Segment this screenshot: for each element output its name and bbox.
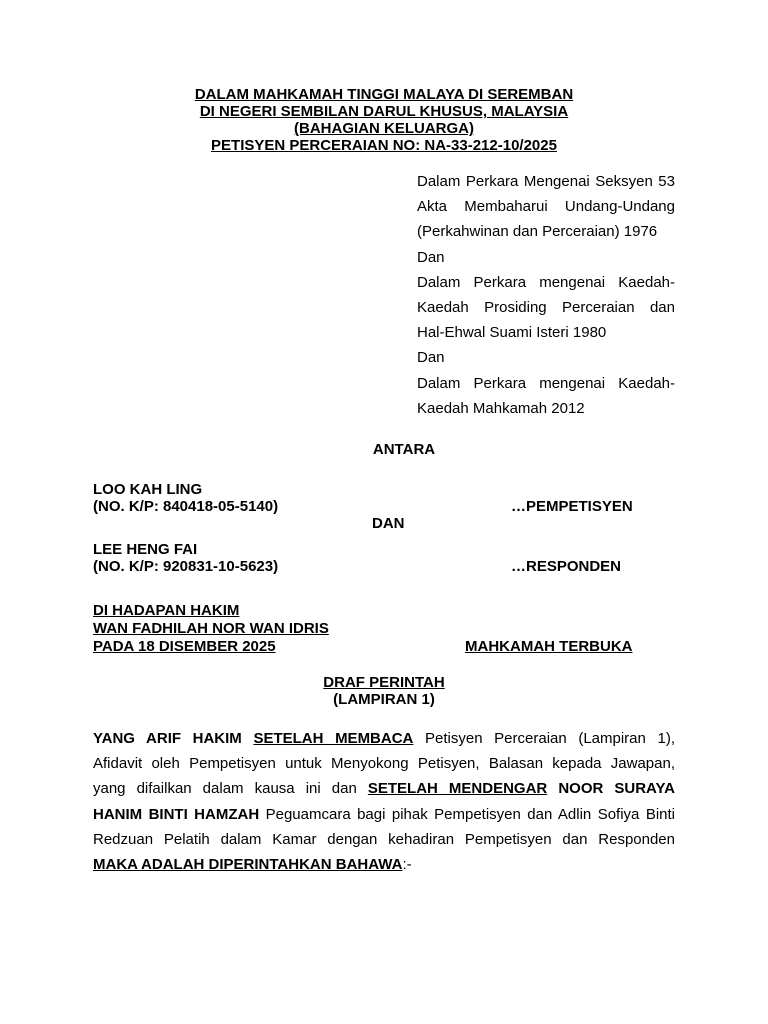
judge-name: WAN FADHILAH NOR WAN IDRIS xyxy=(93,620,329,637)
open-court: MAHKAMAH TERBUKA xyxy=(465,638,633,655)
body-line xyxy=(93,776,675,801)
body-line: Afidavit oleh Pempetisyen untuk Menyokong Petisyen, Balasan kepada Jawapan, xyxy=(93,755,675,773)
matter-line: Dan xyxy=(417,248,445,266)
body-text-segment: Peguamcara bagi pihak Pempetisyen dan Adlin Sofiya Binti xyxy=(265,805,675,823)
matter-line: Dalam Perkara Mengenai Seksyen 53 xyxy=(417,173,675,190)
body-line xyxy=(93,726,675,751)
court-name: DALAM MAHKAMAH TINGGI MALAYA DI SEREMBAN xyxy=(194,86,574,103)
petitioner-role: …PEMPETISYEN xyxy=(511,498,633,515)
body-text-segment: :- xyxy=(402,856,412,874)
respondent-role: …RESPONDEN xyxy=(511,558,622,575)
respondent-ic: (NO. K/P: 920831-10-5623) xyxy=(93,558,279,575)
body-text-segment: Petisyen Perceraian (Lampiran 1), xyxy=(425,730,675,747)
matter-block xyxy=(417,169,675,421)
matter-line: Kaedah Prosiding Perceraian dan xyxy=(417,299,675,317)
matter-line: Akta Membaharui Undang-Undang xyxy=(417,198,675,216)
petition-number: PETISYEN PERCERAIAN NO: NA-33-212-10/2025 xyxy=(211,137,557,154)
body-line xyxy=(93,852,675,877)
petitioner-ic: (NO. K/P: 840418-05-5140) xyxy=(93,498,279,515)
counsel-name-part: HANIM BINTI HAMZAH xyxy=(93,805,260,823)
petitioner-name: LOO KAH LING xyxy=(93,481,203,498)
matter-line: Kaedah Mahkamah 2012 xyxy=(417,399,585,417)
body-line xyxy=(93,802,675,827)
matter-line: Dan xyxy=(417,349,445,367)
matter-line: (Perkahwinan dan Perceraian) 1976 xyxy=(417,223,658,241)
court-division: (BAHAGIAN KELUARGA) xyxy=(294,120,474,137)
order-title-main: DRAF PERINTAH xyxy=(323,674,445,691)
judge-title: YANG ARIF HAKIM xyxy=(93,730,242,747)
respondent-name: LEE HENG FAI xyxy=(93,541,198,558)
matter-line: Dalam Perkara mengenai Kaedah- xyxy=(417,374,675,392)
order-body xyxy=(93,726,675,877)
order-title xyxy=(0,674,768,708)
order-title-sub: (LAMPIRAN 1) xyxy=(333,691,435,708)
matter-line: Hal-Ehwal Suami Isteri 1980 xyxy=(417,324,607,342)
matter-line: Dalam Perkara mengenai Kaedah- xyxy=(417,273,675,291)
before-judge: DI HADAPAN HAKIM xyxy=(93,602,240,619)
having-read: SETELAH MEMBACA xyxy=(253,730,414,747)
court-state: DI NEGERI SEMBILAN DARUL KHUSUS, MALAYSIA xyxy=(199,103,569,120)
body-text-segment: yang difailkan dalam kausa ini dan xyxy=(93,780,357,798)
dan-label: DAN xyxy=(372,515,405,532)
hearing-date: PADA 18 DISEMBER 2025 xyxy=(93,638,276,655)
antara-label: ANTARA xyxy=(372,441,436,458)
counsel-name-part: NOOR SURAYA xyxy=(558,780,675,798)
body-line: Redzuan Pelatih dalam Kamar dengan kehadiran Pempetisyen dan Responden xyxy=(93,830,675,848)
court-header xyxy=(0,86,768,154)
it-is-ordered: MAKA ADALAH DIPERINTAHKAN BAHAWA xyxy=(93,856,403,874)
having-heard: SETELAH MENDENGAR xyxy=(367,780,548,798)
